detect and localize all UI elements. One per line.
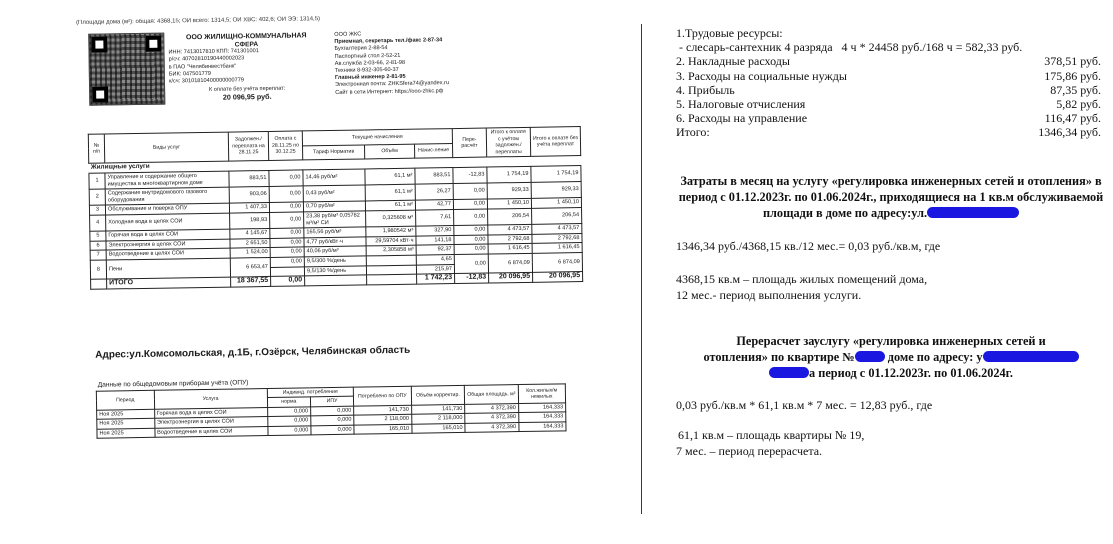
meter-table: Период Услуга Индивид. потребление Потреблено по ОПУ Объём корректир. Общая площадь, м² Кол.жилых/м нежилых норма ИПУ Ноя 2025 Горячая вода в целях СОИ 0,000 0,000 141,730 141,730 4 372,390 164,333 Ноя 2025 Электроэнергия в целях СОИ 0,000 0,000 2 118,000 2 118,000 4 372,390 164,333 Ноя 2025 Водоотведение в целях СОИ 0,000 0,000 165,010 165,010 4 372,390 164,333 <box>96 383 567 438</box>
bill-scan <box>74 12 593 460</box>
contact-line: Паспортный стол 2-52-21 <box>334 52 401 60</box>
contact-line: Техники 8-932-305-60-37 <box>334 66 399 74</box>
cost-list <box>676 26 1106 140</box>
cost-item: 1.Трудовые ресурсы: <box>676 26 783 40</box>
contact-line: Электронная почта: ZHKSfera74@yandex.ru <box>335 80 450 89</box>
table-row: Ноя 2025 Горячая вода в целях СОИ 0,000 0,000 141,730 141,730 4 372,390 164,333 <box>97 403 566 420</box>
note-2-line-2: 7 мес. – период перерасчета. <box>676 443 823 458</box>
org-corr-account: к/сч: 30101810400000000779 <box>168 77 245 85</box>
cost-item: 3. Расходы на социальные нужды 175,86 руб. <box>676 68 1101 83</box>
col-current: Текущие начисления <box>302 129 452 146</box>
cut-header: (Площади дома (м²): общая: 4368,15; ОИ всего: 1314,5; ОИ ХВС: 402,6; ОИ ЭЭ: 1314,5) <box>75 16 321 26</box>
redaction-mark <box>855 351 885 362</box>
table-row: 4 Холодная вода в целях СОИ 198,93 0,00 23,38 руб/м³ 0,05782 м³/м² СИ 0,325608 м³ 7,61 0,00 206,54 206,54 <box>90 207 582 231</box>
table-row: 9,5/130 %/день 215,97 <box>90 262 582 279</box>
recalc-heading: Перерасчет зауслугу «регулировка инженерных сетей и отопления» по квартире № доме по адресу: у а период с 01.12.2023г. по 01.06.2024г. <box>676 333 1106 381</box>
contact-line: Ав.служба 2-03-66, 2-81-98 <box>334 59 406 67</box>
calculation-page <box>676 26 1106 459</box>
col-debt: Задолжен./ переплата на 28.11.25 <box>228 131 268 161</box>
table-row: Ноя 2025 Электроэнергия в целях СОИ 0,000 0,000 2 118,000 2 118,000 4 372,390 164,333 <box>97 412 566 429</box>
table-row: 5 Горячая вода в целях СОИ 4 145,67 0,00 165,56 руб/м³ 1,980542 м³ 327,90 0,00 4 473,57 4 473,57 <box>90 224 582 241</box>
redaction-mark <box>927 207 1019 218</box>
redaction-mark <box>769 367 809 378</box>
cost-item: 5. Налоговые отчисления 5,82 руб. <box>676 97 1101 112</box>
contact-line: Бухгалтерия 2-88-54 <box>334 45 388 53</box>
cost-item: 6. Расходы на управление 116,47 руб. <box>676 111 1101 126</box>
section-title: Жилищные услуги <box>89 156 581 173</box>
meter-caption: Данные по общедомовым приборам учёта (ОПУ) <box>97 379 249 389</box>
col-service: Виды услуг <box>104 132 228 163</box>
org-account: р/сч: 40702810190440002023 <box>168 55 245 63</box>
table-row: 8 Пени 6 653,47 0,00 9,5/300 %/день 4,65 0,00 6 874,09 6 874,09 <box>90 252 582 269</box>
org-inn: ИНН: 7413017810 КПП: 741301001 <box>168 48 259 56</box>
table-row: 6 Электроэнергия в целях СОИ 2 651,50 0,00 4,77 руб/кВт·ч 29,59704 кВт·ч 141,18 0,00 2 792,68 2 792,68 <box>90 233 582 250</box>
cost-item: - слесарь-сантехник 4 разряда 4 ч * 24458 руб./168 ч = 582,33 руб. <box>676 40 1023 55</box>
col-total-with: Итого к оплате с учётом задолжен./ переплаты <box>486 127 530 157</box>
cost-item: 4. Прибыль 87,35 руб. <box>676 82 1101 97</box>
charges-table <box>88 126 583 289</box>
formula-2: 0,03 руб./кв.м * 61,1 кв.м * 7 мес. = 12,83 руб., где <box>676 397 933 412</box>
org-bik: БИК: 047501779 <box>168 70 211 78</box>
org-requisites <box>168 32 325 102</box>
org-name-2: СФЕРА <box>234 41 259 49</box>
contact-line: Сайт в сети Интернет: https://ooo-zhkc.рф <box>335 87 444 96</box>
note-1-line-2: 12 мес.- период выполнения услуги. <box>676 287 862 302</box>
page-divider <box>641 24 642 514</box>
house-address: Адрес:ул.Комсомольская, д.1Б, г.Озёрск, Челябинская область <box>95 344 411 361</box>
col-total-without: Итого к оплате без учёта переплат <box>530 127 580 157</box>
formula-1: 1346,34 руб./4368,15 кв./12 мес.= 0,03 руб./кв.м, где <box>676 238 941 253</box>
table-row: 2 Содержание внутридомового газового оборудования 903,06 0,00 0,43 руб/м² 61,1 м² 26,27 0,00 929,33 929,33 <box>89 182 581 206</box>
cost-item: Итого: 1346,34 руб. <box>676 125 1101 140</box>
qr-code-icon <box>88 33 165 106</box>
pay-label: К оплате без учёта переплат: <box>208 85 286 94</box>
monthly-heading: Затраты в месяц на услугу «регулировка инженерных сетей и отопления» в период с 01.12.2023г. по 01.06.2024г., приходящиеся на 1 кв.м обслуживаемой площади в доме по адресу:ул. <box>678 173 1104 220</box>
org-bank: в ПАО "Челябинвестбанк" <box>168 63 237 71</box>
col-num: № п/п <box>88 134 104 164</box>
col-tariff: Тариф Норматив <box>303 145 365 161</box>
contact-line: Главный инженер 2-81-95 <box>334 74 406 82</box>
note-2-line-1: 61,1 кв.м – площадь квартиры № 19, <box>678 427 865 442</box>
redaction-mark <box>983 351 1079 362</box>
col-recalc: Пере-расчёт <box>452 128 486 158</box>
org-name: ООО ЖИЛИЩНО-КОММУНАЛЬНАЯ <box>185 32 307 42</box>
table-row: Ноя 2025 Водоотведение в целях СОИ 0,000 0,000 165,010 165,010 4 372,390 164,333 <box>97 421 566 438</box>
contact-line: ООО ЖКС <box>334 31 362 38</box>
contacts-block <box>334 29 535 97</box>
contact-line: Приемная, секретарь тел./факс 2-87-34 <box>334 37 443 46</box>
table-row: 1 Управление и содержание общего имущества в многоквартирном доме 883,51 0,00 14,46 руб/м² 61,1 м² 883,51 -12,83 1 754,19 1 754,19 <box>89 166 581 190</box>
pay-sum: 20 096,95 руб. <box>222 92 272 103</box>
table-row: 3 Обслуживание и поверка ОПУ 1 407,33 0,00 0,70 руб/м² 61,1 м² 42,77 0,00 1 450,10 1 450,10 <box>89 198 581 215</box>
cost-item: 2. Накладные расходы 378,51 руб. <box>676 54 1101 69</box>
total-row: ИТОГО 18 367,55 0,00 1 742,23 -12,83 20 096,95 20 096,95 <box>91 272 583 289</box>
col-accrued: Начис-ление <box>414 143 452 158</box>
col-paid: Оплата с 28.11.25 по 30.12.25 <box>268 131 302 161</box>
table-row: 7 Водоотведение в целях СОИ 1 524,00 0,00 40,06 руб/м³ 2,305858 м³ 92,37 0,00 1 616,45 1 616,45 <box>90 243 582 260</box>
col-volume: Объём <box>364 144 414 159</box>
note-1-line-1: 4368,15 кв.м – площадь жилых помещений дома, <box>676 271 928 286</box>
